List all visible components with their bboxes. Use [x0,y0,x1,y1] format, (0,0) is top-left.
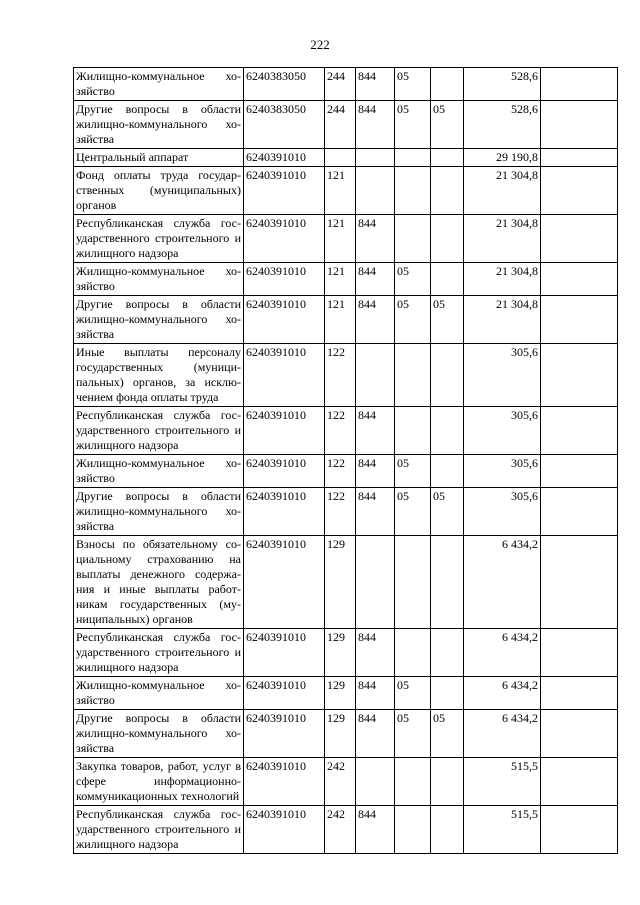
table-row [74,215,618,263]
table-row [74,536,618,629]
row-subsection-cell [431,167,464,215]
row-empty-cell [541,710,618,758]
row-amount-cell: 6 434,2 [464,536,541,629]
row-administrator-code-cell: 844 [356,407,395,455]
row-subsection-cell [431,455,464,488]
row-expense-type-cell: 121 [325,263,356,296]
row-target-article-cell: 6240391010 [244,758,325,806]
row-name-cell: Жилищно-коммунальное хозяйство [74,263,244,296]
row-administrator-code-cell: 844 [356,455,395,488]
table-row [74,758,618,806]
row-empty-cell [541,215,618,263]
row-subsection-cell: 05 [431,101,464,149]
row-target-article-cell: 6240391010 [244,215,325,263]
row-name-cell: Другие вопросы в области жилищно-коммунального хозяйства [74,488,244,536]
table-row [74,806,618,854]
row-expense-type-cell [325,149,356,167]
row-target-article-cell: 6240391010 [244,488,325,536]
row-administrator-code-cell: 844 [356,488,395,536]
row-empty-cell [541,149,618,167]
table-row [74,263,618,296]
row-empty-cell [541,629,618,677]
row-name-cell: Иные выплаты персоналу государственных (муниципальных) органов, за исключением фонда оплаты труда [74,344,244,407]
row-name-cell: Жилищно-коммунальное хозяйство [74,455,244,488]
row-expense-type-cell: 242 [325,758,356,806]
row-name-cell: Закупка товаров, работ, услуг в сфере информационно-коммуникационных технологий [74,758,244,806]
row-administrator-code-cell [356,536,395,629]
row-administrator-code-cell: 844 [356,296,395,344]
row-amount-cell: 21 304,8 [464,296,541,344]
row-expense-type-cell: 121 [325,296,356,344]
row-subsection-cell [431,407,464,455]
row-name-cell: Фонд оплаты труда государственных (муниципальных) органов [74,167,244,215]
row-subsection-cell [431,758,464,806]
row-section-cell [395,344,431,407]
row-subsection-cell [431,677,464,710]
row-name-cell: Республиканская служба государственного строительного и жилищного надзора [74,407,244,455]
table-row [74,296,618,344]
row-expense-type-cell: 122 [325,344,356,407]
row-section-cell: 05 [395,296,431,344]
row-section-cell [395,629,431,677]
row-amount-cell: 6 434,2 [464,710,541,758]
row-administrator-code-cell [356,344,395,407]
row-amount-cell: 528,6 [464,101,541,149]
row-target-article-cell: 6240391010 [244,167,325,215]
row-expense-type-cell: 122 [325,455,356,488]
row-subsection-cell [431,68,464,101]
row-expense-type-cell: 244 [325,68,356,101]
row-section-cell: 05 [395,677,431,710]
row-section-cell [395,758,431,806]
row-target-article-cell: 6240391010 [244,263,325,296]
table-row [74,710,618,758]
table-row [74,407,618,455]
row-name-cell: Жилищно-коммунальное хозяйство [74,677,244,710]
row-expense-type-cell: 129 [325,677,356,710]
row-administrator-code-cell [356,758,395,806]
row-amount-cell: 305,6 [464,407,541,455]
row-name-cell: Республиканская служба государственного строительного и жилищного надзора [74,215,244,263]
row-administrator-code-cell: 844 [356,806,395,854]
row-subsection-cell: 05 [431,710,464,758]
row-amount-cell: 21 304,8 [464,167,541,215]
row-amount-cell: 515,5 [464,806,541,854]
row-section-cell: 05 [395,710,431,758]
row-target-article-cell: 6240391010 [244,806,325,854]
row-expense-type-cell: 122 [325,407,356,455]
row-administrator-code-cell: 844 [356,68,395,101]
row-administrator-code-cell [356,167,395,215]
row-administrator-code-cell: 844 [356,215,395,263]
table-row [74,455,618,488]
row-empty-cell [541,263,618,296]
row-target-article-cell: 6240391010 [244,455,325,488]
row-expense-type-cell: 129 [325,710,356,758]
row-administrator-code-cell: 844 [356,263,395,296]
row-section-cell [395,407,431,455]
row-target-article-cell: 6240391010 [244,149,325,167]
row-section-cell: 05 [395,455,431,488]
row-section-cell [395,806,431,854]
row-expense-type-cell: 129 [325,536,356,629]
table-row [74,149,618,167]
budget-table-body [74,68,618,854]
row-section-cell [395,536,431,629]
row-subsection-cell [431,263,464,296]
row-amount-cell: 305,6 [464,455,541,488]
table-row [74,167,618,215]
row-empty-cell [541,296,618,344]
row-empty-cell [541,407,618,455]
row-empty-cell [541,806,618,854]
row-expense-type-cell: 121 [325,167,356,215]
row-subsection-cell [431,536,464,629]
row-name-cell: Другие вопросы в области жилищно-коммунального хозяйства [74,710,244,758]
row-subsection-cell [431,806,464,854]
row-section-cell [395,167,431,215]
table-row [74,488,618,536]
row-section-cell: 05 [395,68,431,101]
row-amount-cell: 6 434,2 [464,629,541,677]
row-subsection-cell [431,344,464,407]
row-name-cell: Республиканская служба государственного строительного и жилищного надзора [74,629,244,677]
table-row [74,101,618,149]
row-target-article-cell: 6240391010 [244,344,325,407]
row-empty-cell [541,758,618,806]
row-target-article-cell: 6240391010 [244,407,325,455]
row-administrator-code-cell [356,149,395,167]
row-expense-type-cell: 121 [325,215,356,263]
row-empty-cell [541,488,618,536]
row-empty-cell [541,677,618,710]
row-expense-type-cell: 122 [325,488,356,536]
row-subsection-cell: 05 [431,488,464,536]
row-expense-type-cell: 129 [325,629,356,677]
row-section-cell: 05 [395,101,431,149]
table-row [74,344,618,407]
row-target-article-cell: 6240383050 [244,101,325,149]
row-name-cell: Другие вопросы в области жилищно-коммунального хозяйства [74,101,244,149]
row-expense-type-cell: 242 [325,806,356,854]
row-empty-cell [541,536,618,629]
row-subsection-cell: 05 [431,296,464,344]
page-number: 222 [310,37,330,52]
row-target-article-cell: 6240391010 [244,677,325,710]
row-administrator-code-cell: 844 [356,710,395,758]
row-target-article-cell: 6240391010 [244,629,325,677]
row-section-cell: 05 [395,488,431,536]
row-amount-cell: 29 190,8 [464,149,541,167]
row-name-cell: Другие вопросы в области жилищно-коммунального хозяйства [74,296,244,344]
row-subsection-cell [431,215,464,263]
row-target-article-cell: 6240391010 [244,296,325,344]
row-name-cell: Центральный аппарат [74,149,244,167]
row-name-cell: Взносы по обязательному социальному страхованию на выплаты денежного содержания и иные выплаты работникам государственных (муниципальных) органов [74,536,244,629]
row-amount-cell: 21 304,8 [464,263,541,296]
row-target-article-cell: 6240391010 [244,710,325,758]
row-empty-cell [541,167,618,215]
row-expense-type-cell: 244 [325,101,356,149]
row-administrator-code-cell: 844 [356,677,395,710]
row-administrator-code-cell: 844 [356,101,395,149]
table-row [74,629,618,677]
row-administrator-code-cell: 844 [356,629,395,677]
row-name-cell: Жилищно-коммунальное хозяйство [74,68,244,101]
table-row [74,68,618,101]
row-empty-cell [541,101,618,149]
row-section-cell: 05 [395,263,431,296]
row-empty-cell [541,344,618,407]
row-amount-cell: 21 304,8 [464,215,541,263]
row-section-cell [395,215,431,263]
row-subsection-cell [431,629,464,677]
row-empty-cell [541,455,618,488]
row-subsection-cell [431,149,464,167]
row-section-cell [395,149,431,167]
row-target-article-cell: 6240391010 [244,536,325,629]
row-amount-cell: 528,6 [464,68,541,101]
row-name-cell: Республиканская служба государственного строительного и жилищного надзора [74,806,244,854]
table-row [74,677,618,710]
row-target-article-cell: 6240383050 [244,68,325,101]
row-amount-cell: 305,6 [464,344,541,407]
row-amount-cell: 515,5 [464,758,541,806]
row-empty-cell [541,68,618,101]
row-amount-cell: 6 434,2 [464,677,541,710]
budget-table [73,67,618,854]
row-amount-cell: 305,6 [464,488,541,536]
